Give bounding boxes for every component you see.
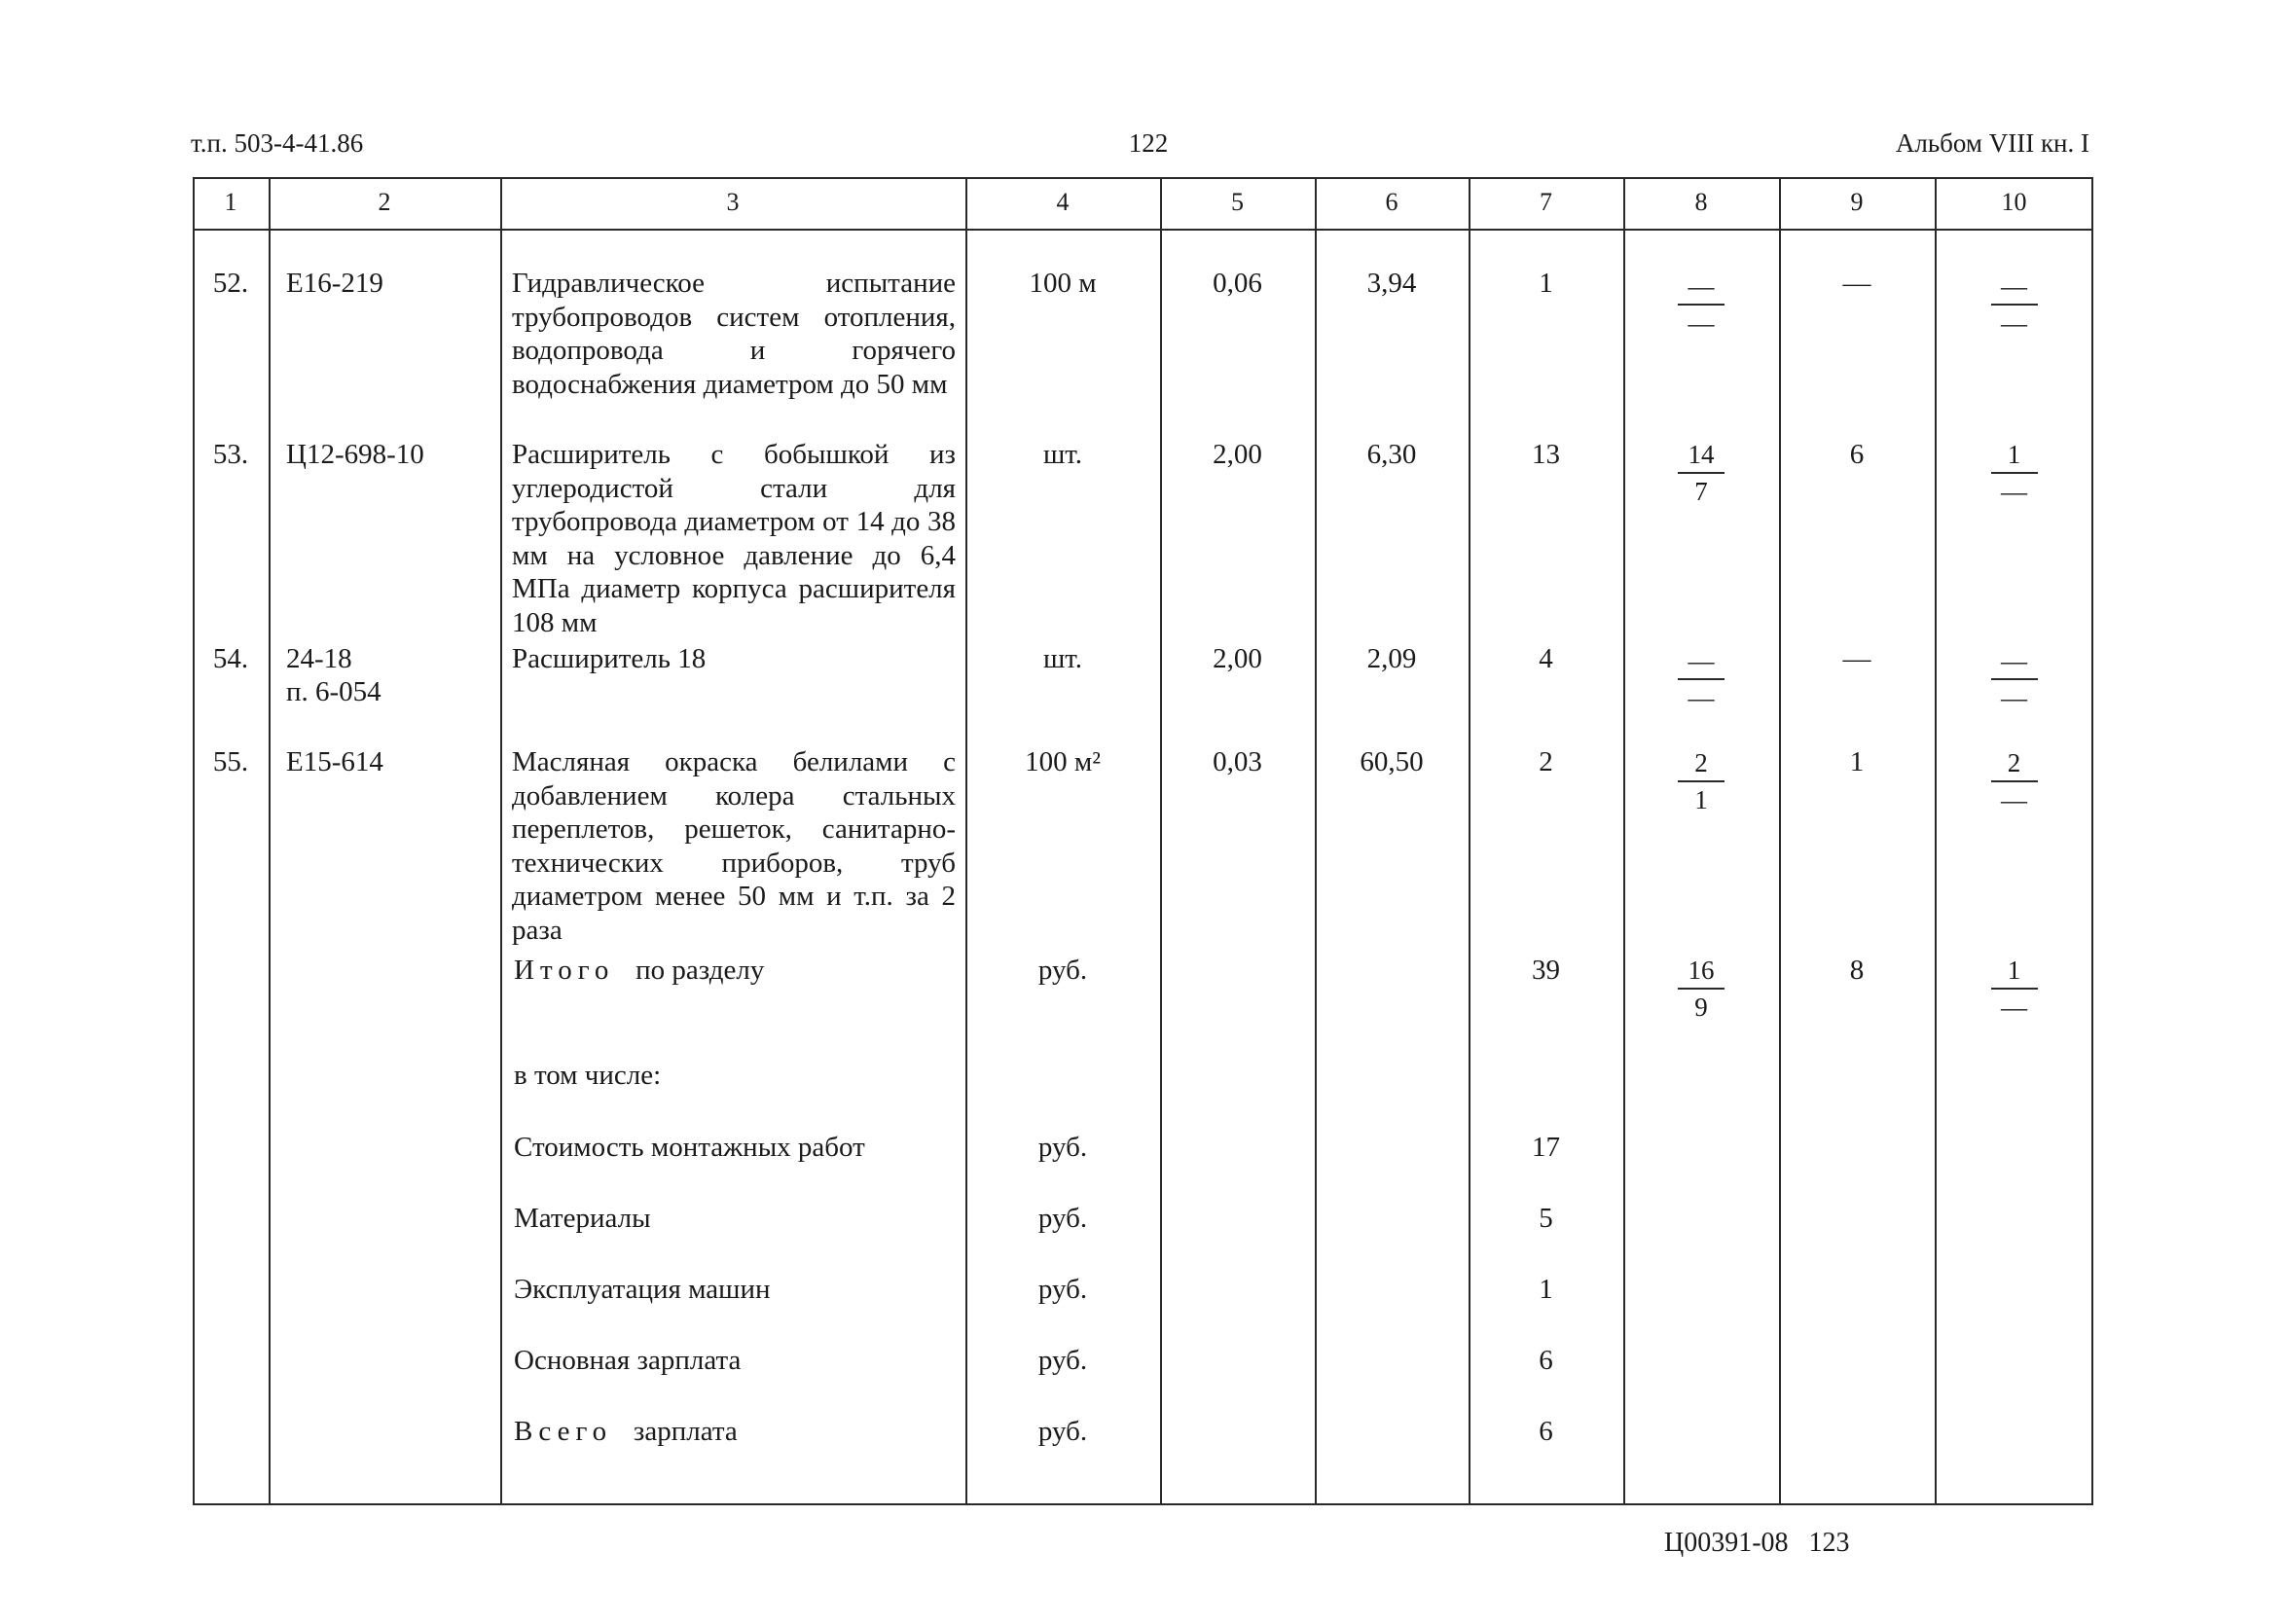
album-label: Альбом VIII кн. I — [1895, 128, 2089, 158]
quantity: 0,03 — [1213, 746, 1262, 777]
fraction-bar — [1678, 304, 1724, 306]
total-cost: 39 — [1532, 955, 1560, 986]
fraction-numerator: — — [1688, 271, 1715, 301]
total-label-spaced: Итого — [514, 955, 615, 986]
breakdown-label: Материалы — [514, 1203, 651, 1234]
salary-label-spaced: Всего — [514, 1416, 613, 1447]
work-description: Расширитель с бобышкой из углеродистой стали для трубопровода диаметром от 14 до 38 мм на условное давление до 6,4 МПа диаметр корпуса расширителя 108 мм — [512, 439, 956, 638]
unit: руб. — [1037, 955, 1088, 986]
quantity: 0,06 — [1213, 268, 1262, 299]
unit-price: 2,09 — [1366, 643, 1417, 674]
including-label: в том числе: — [514, 1060, 662, 1091]
column-header: 7 — [1540, 188, 1552, 216]
fraction-denominator: 9 — [1694, 992, 1708, 1022]
column-9-value: 1 — [1849, 746, 1865, 777]
column-9-value: 6 — [1849, 439, 1865, 470]
footer-code: Ц00391-08 — [1664, 1528, 1789, 1558]
fraction-denominator: — — [2001, 992, 2027, 1022]
column-8-fraction — [1623, 440, 1779, 506]
column-8-fraction — [1623, 956, 1779, 1022]
unit: руб. — [1037, 1203, 1088, 1234]
fraction-denominator: — — [2001, 785, 2027, 814]
fraction-denominator: 7 — [1694, 477, 1708, 506]
row-number: 53. — [212, 439, 249, 470]
fraction-bar — [1678, 678, 1724, 680]
fraction-numerator: — — [2001, 646, 2027, 675]
rate-code: 24-18 — [286, 643, 352, 674]
fraction-denominator: — — [2001, 683, 2027, 712]
fraction-numerator: 2 — [2007, 748, 2021, 777]
fraction-bar — [1991, 988, 2038, 990]
column-divider — [269, 177, 271, 1505]
fraction-bar — [1678, 780, 1724, 782]
column-header: 6 — [1385, 188, 1398, 216]
row-number: 55. — [212, 746, 249, 777]
page-number: 122 — [1128, 128, 1169, 158]
column-header: 1 — [224, 188, 237, 216]
column-divider — [1935, 177, 1937, 1505]
column-10-fraction — [1935, 271, 2093, 338]
column-divider — [1160, 177, 1162, 1505]
fraction-numerator: 16 — [1688, 956, 1715, 985]
fraction-bar — [1678, 988, 1724, 990]
quantity: 2,00 — [1213, 643, 1262, 674]
column-divider — [1315, 177, 1317, 1505]
total-cost: 1 — [1539, 268, 1553, 299]
fraction-bar — [1991, 304, 2038, 306]
fraction-bar — [1991, 472, 2038, 474]
salary-label-rest: зарплата — [633, 1416, 738, 1447]
column-header: 10 — [2001, 188, 2027, 216]
unit-price: 60,50 — [1360, 746, 1424, 777]
fraction-numerator: 14 — [1688, 440, 1715, 469]
breakdown-value: 1 — [1539, 1274, 1553, 1305]
total-cost: 2 — [1539, 746, 1553, 777]
column-10-fraction — [1935, 748, 2093, 814]
column-header: 5 — [1231, 188, 1244, 216]
footer — [1664, 1528, 1850, 1559]
column-10-fraction — [1935, 440, 2093, 506]
section-total-label — [514, 954, 764, 988]
column-9-value: — — [1842, 268, 1871, 299]
fraction-numerator: 2 — [1694, 748, 1708, 777]
rate-code: Ц12-698-10 — [286, 439, 424, 470]
fraction-denominator: — — [1688, 308, 1715, 338]
fraction-bar — [1991, 678, 2038, 680]
estimate-table — [193, 177, 2093, 1505]
footer-page: 123 — [1808, 1528, 1850, 1558]
fraction-numerator: 1 — [2007, 440, 2021, 469]
column-header: 2 — [378, 188, 391, 216]
column-8-fraction — [1623, 748, 1779, 814]
column-divider — [500, 177, 502, 1505]
unit-price: 3,94 — [1366, 268, 1417, 299]
total-cost: 4 — [1539, 643, 1553, 674]
work-description: Расширитель 18 — [512, 643, 707, 674]
column-8-fraction — [1623, 271, 1779, 338]
column-header: 8 — [1694, 188, 1708, 216]
breakdown-label: Стоимость монтажных работ — [514, 1132, 865, 1163]
column-header: 9 — [1850, 188, 1864, 216]
column-9-value: — — [1842, 643, 1871, 674]
rate-code-reference: п. 6-054 — [286, 676, 381, 707]
rate-code: Е15-614 — [286, 746, 383, 777]
quantity: 2,00 — [1213, 439, 1262, 470]
fraction-numerator: — — [1688, 646, 1715, 675]
fraction-denominator: 1 — [1694, 785, 1708, 814]
breakdown-value: 5 — [1539, 1203, 1553, 1234]
fraction-denominator: — — [2001, 308, 2027, 338]
unit: 100 м² — [1025, 746, 1101, 777]
unit-price: 6,30 — [1366, 439, 1417, 470]
column-divider — [1779, 177, 1781, 1505]
header-divider — [193, 229, 2093, 231]
salary-total-label — [514, 1415, 738, 1449]
unit: шт. — [1042, 643, 1083, 674]
column-9-value: 8 — [1849, 955, 1865, 986]
total-label-rest: по разделу — [635, 955, 765, 986]
fraction-bar — [1991, 780, 2038, 782]
unit: руб. — [1037, 1416, 1088, 1447]
unit: руб. — [1037, 1132, 1088, 1163]
work-description: Масляная окраска белилами с добавлением колера стальных переплетов, решеток, санитарно-технических приборов, труб диаметром менее 50 мм и т.п. за 2 раза — [512, 746, 956, 946]
unit: 100 м — [1029, 268, 1097, 299]
breakdown-label: Основная зарплата — [514, 1345, 742, 1376]
column-header: 4 — [1056, 188, 1070, 216]
column-8-fraction — [1623, 646, 1779, 712]
fraction-denominator: — — [2001, 477, 2027, 506]
total-cost: 13 — [1532, 439, 1560, 470]
unit: шт. — [1042, 439, 1083, 470]
column-10-fraction — [1935, 646, 2093, 712]
salary-total-value: 6 — [1539, 1416, 1553, 1447]
rate-code: Е16-219 — [286, 268, 383, 299]
fraction-denominator: — — [1688, 683, 1715, 712]
unit: руб. — [1037, 1345, 1088, 1376]
column-header: 3 — [726, 188, 740, 216]
column-10-fraction — [1935, 956, 2093, 1022]
doc-number: т.п. 503-4-41.86 — [191, 128, 364, 158]
breakdown-value: 17 — [1532, 1132, 1560, 1163]
unit: руб. — [1037, 1274, 1088, 1305]
breakdown-label: Эксплуатация машин — [514, 1274, 771, 1305]
breakdown-value: 6 — [1539, 1345, 1553, 1376]
fraction-numerator: — — [2001, 271, 2027, 301]
fraction-numerator: 1 — [2007, 956, 2021, 985]
row-number: 52. — [212, 268, 249, 299]
column-divider — [1623, 177, 1625, 1505]
fraction-bar — [1678, 472, 1724, 474]
row-number: 54. — [212, 643, 249, 674]
work-description: Гидравлическое испытание трубопроводов систем отопления, водопровода и горячего водоснабжения диаметром до 50 мм — [512, 268, 956, 400]
